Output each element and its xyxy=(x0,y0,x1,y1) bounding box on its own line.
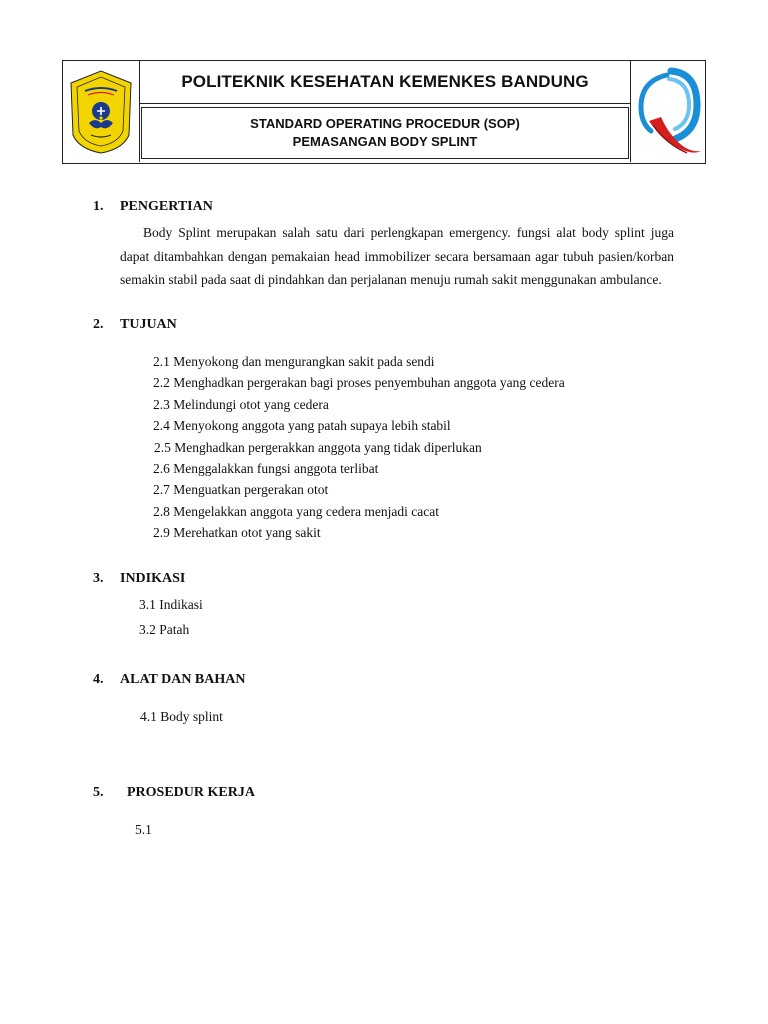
list-item: 2.7 Menguatkan pergerakan otot xyxy=(153,482,329,497)
section-title: PENGERTIAN xyxy=(120,199,213,214)
institution-title-cell xyxy=(139,61,631,104)
section-heading-indikasi xyxy=(93,571,186,587)
document-header xyxy=(62,60,706,164)
sop-doc-title: PEMASANGAN BODY SPLINT xyxy=(292,134,478,149)
list-item: 2.6 Menggalakkan fungsi anggota terlibat xyxy=(153,461,379,476)
section-number: 5. xyxy=(93,785,104,800)
section-number: 1. xyxy=(93,199,104,214)
list-item: 4.1 Body splint xyxy=(140,709,223,724)
section-number: 2. xyxy=(93,317,104,332)
list-item: 5.1 xyxy=(135,822,152,837)
section-title: PROSEDUR KERJA xyxy=(127,785,255,800)
list-item: 2.8 Mengelakkan anggota yang cedera menjadi cacat xyxy=(153,504,439,519)
quality-swirl-logo-icon xyxy=(631,61,705,162)
list-item: 3.2 Patah xyxy=(139,622,190,637)
list-item: 2.4 Menyokong anggota yang patah supaya lebih stabil xyxy=(153,418,451,433)
logo-cell-left xyxy=(63,61,140,162)
pengertian-paragraph: Body Splint merupakan salah satu dari perlengkapan emergency. fungsi alat body splint juga dapat ditambahkan dengan pemakaian head immobilizer secara bersamaan agar tubuh pasien/korban semakin stabil pada saat di pindahkan dan perjalanan menuju rumah sakit menggunakan ambulance. xyxy=(120,225,674,287)
logo-cell-right xyxy=(630,61,705,162)
section-number: 4. xyxy=(93,672,104,687)
section-title: ALAT DAN BAHAN xyxy=(120,672,246,687)
list-item: 2.5 Menghadkan pergerakkan anggota yang tidak diperlukan xyxy=(154,440,482,455)
sop-doc-type: STANDARD OPERATING PROCEDUR (SOP) xyxy=(250,116,520,131)
sop-title-cell xyxy=(141,107,629,159)
list-item: 2.2 Menghadkan pergerakan bagi proses penyembuhan anggota yang cedera xyxy=(153,375,565,390)
institution-title: POLITEKNIK KESEHATAN KEMENKES BANDUNG xyxy=(181,72,589,91)
section-title: INDIKASI xyxy=(120,571,186,586)
list-item: 2.9 Merehatkan otot yang sakit xyxy=(153,525,321,540)
section-heading-tujuan xyxy=(93,317,177,333)
poltekkes-shield-logo-icon xyxy=(63,61,139,162)
section-heading-prosedur-kerja xyxy=(93,785,255,801)
section-title: TUJUAN xyxy=(120,317,177,332)
list-item: 3.1 Indikasi xyxy=(139,597,203,612)
section-heading-pengertian xyxy=(93,199,213,215)
section-heading-alat-dan-bahan xyxy=(93,672,246,688)
section-number: 3. xyxy=(93,571,104,586)
list-item: 2.3 Melindungi otot yang cedera xyxy=(153,397,329,412)
list-item: 2.1 Menyokong dan mengurangkan sakit pada sendi xyxy=(153,354,435,369)
